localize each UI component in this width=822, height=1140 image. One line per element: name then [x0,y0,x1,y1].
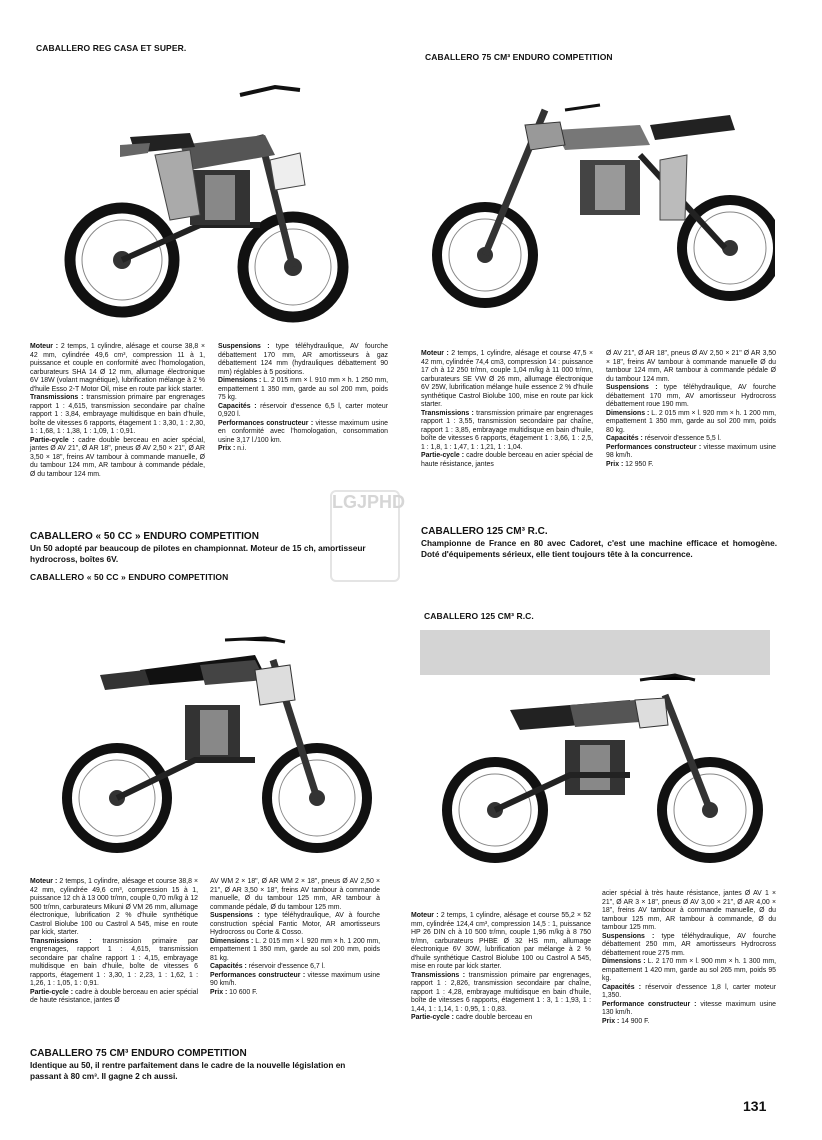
spec-performances: Performance constructeur : vitesse maximum usine 130 km/h. [602,1000,777,1016]
moto-photo-50 [55,630,375,870]
spec-column-50-1 [30,878,198,1006]
spec-transmissions: Transmissions : transmission primaire par engrenages rapport 1 : 3,55, transmission secondaire par chaîne, rapport 1 : 3,85, embrayage multidisque en bain d'huile, boîte de vitesses 6 rapports, étagement 1 : 3,66, 1 : 2,5, 1 : 1,8, 1 : 1,47, 1 : 1,21, 1 : 1,04. [421,409,593,451]
spec-partie-cycle: Partie-cycle : cadre double berceau en [411,1014,533,1021]
spec-moteur: Moteur : 2 temps, 1 cylindre, alésage et course 38,8 × 42 mm, cylindrée 49,6 cm³, compression 11 à 1, puissance et couple en conformité avec l'homologation, carburateurs SHA 14 Ø 12 mm, allumage électronique 6V 18W (volant magnétique), lubrification mélange à 2 % d'huile Esso 2-T Motor Oil, mise en route par kick starter. [30,343,205,393]
page-number: 131 [743,1098,767,1114]
moto-photo-75 [425,70,775,310]
heading-reg: CABALLERO REG CASA ET SUPER. [36,43,187,53]
caption-text-75: Identique au 50, il rentre parfaitement dans le cadre de la nouvelle législation en passant à 80 cm³. Il gagne 2 ch aussi. [30,1060,346,1081]
spec-dimensions: Dimensions : L. 2 015 mm × l. 920 mm × h. 1 200 mm, empattement 1 350 mm, garde au sol 200 mm, poids 81 kg. [210,937,380,962]
spec-transmissions: Transmissions : transmission primaire par engrenages, rapport 1 : 4,615, transmission secondaire par chaîne rapport 1 : 4,15, embrayage multidisque en bain d'huile, boîte de vitesses 6 rapports, étagement 1 : 3,30, 1 : 2,23, 1 : 1,62, 1 : 1,26, 1 : 1,05, 1 : 0,91. [30,937,198,987]
spec-transmissions: Transmissions : transmission primaire par engrenages rapport 1 : 4,615, transmission secondaire par chaîne rapport 1 : 3,84, embrayage multidisque en bain d'huile, boîte de vitesses 6 rapports, étagement 1 : 3,30, 1 : 2,30, 1 : 1,68, 1 : 1,38, 1 : 1,09, 1 : 0,91. [30,394,205,435]
spec-capacites: Capacités : réservoir d'essence 5,5 l. [606,435,722,442]
spec-suspensions: Suspensions : type téléhydraulique, AV fourche débattement 250 mm, AR amortisseurs Hydrocross débattement roue 275 mm. [602,932,776,957]
spec-performances: Performances constructeur : vitesse maximum usine 98 km/h. [606,443,776,459]
spec-column-75-2 [606,350,776,469]
spec-partie-cycle-cont: AV WM 2 × 18", Ø AR WM 2 × 18", pneus Ø AV 2,50 × 21", Ø AR 3,50 × 18", freins AV tambour à commande manuelle, Ø du tambour 125 mm, AR tambour à commande pédale, Ø du tambour 125 mm. [210,878,380,911]
spec-suspensions: Suspensions : type téléhydraulique, AV fourche débattement 170 mm, AV amortisseur Hydrocross débattement roue 190 mm. [606,384,776,408]
watermark-logo [330,490,406,582]
spec-column-125-2 [602,890,776,1026]
spec-suspensions: Suspensions : type téléhydraulique, AV fourche débattement 170 mm, AR amortisseurs à gaz débattement 124 mm (hydrauliques débattement 90 mm) réglables à 5 positions. [218,343,388,376]
spec-dimensions: Dimensions : L. 2 015 mm × l. 920 mm × h. 1 200 mm, empattement 1 350 mm, garde au sol 200 mm, poids 80 kg. [606,409,776,434]
spec-capacites: Capacités : réservoir d'essence 6,7 l. [210,963,326,970]
moto-photo-reg [60,75,350,330]
spec-column-75-1 [421,350,593,469]
heading-75: CABALLERO 75 CM³ ENDURO COMPETITION [425,52,613,62]
spec-column-reg-1 [30,343,205,479]
spec-moteur: Moteur : 2 temps, 1 cylindre, alésage et course 38,8 × 42 mm, cylindrée 49,6 cm³, compression 15 à 1, puissance 12 ch à 13 000 tr/mn, couple 0,70 m/kg à 12 500 tr/mn, carburateurs Mikuni Ø VM 26 mm, allumage électronique, lubrification 2 % d'huile synthétique Castrol Biolube 100 ou Castrol A 545, mise en route par kick, starter. [30,878,198,936]
spec-dimensions: Dimensions : L. 2 170 mm × l. 900 mm × h. 1 300 mm, empattement 1 420 mm, garde au sol 265 mm, poids 95 kg. [602,958,776,982]
spec-partie-cycle-cont: Ø AV 21", Ø AR 18", pneus Ø AV 2,50 × 21" Ø AR 3,50 × 18", freins AV tambour à commande manuelle Ø du tambour 124 mm, AR tambour à commande pédale Ø du tambour 124 mm. [606,350,776,383]
caption-title-50: CABALLERO « 50 CC » ENDURO COMPETITION [30,531,259,542]
spec-suspensions: Suspensions : type téléhydraulique, AV à fourche construction spécial Fantic Motor, AR amortisseurs Hydrocross ou Corte & Cosso. [210,912,380,936]
spec-dimensions: Dimensions : L. 2 015 mm × l. 910 mm × h. 1 250 mm, empattement 1 350 mm, garde au sol 200 mm, poids 75 kg. [218,377,388,401]
caption-title-75: CABALLERO 75 CM³ ENDURO COMPETITION [30,1048,247,1059]
moto-photo-125 [420,630,770,875]
spec-prix: Prix : 14 900 F. [602,1017,650,1025]
spec-column-125-1 [411,912,591,1023]
spec-capacites: Capacités : réservoir d'essence 6,5 l, carter moteur 0,920 l. [218,402,389,418]
watermark-text: LGJPHD [332,492,406,512]
spec-partie-cycle: Partie-cycle : cadre double berceau en acier spécial, jantes Ø AV 21", Ø AR 18", pneus Ø AV 2,50 × 21", Ø AR 3,50 × 18", freins AV tambour à commande manuelle, Ø du tambour 124 mm, AR tambour à commande pédale, Ø du tambour 124 mm. [30,436,205,478]
spec-prix: Prix : n.i. [218,445,247,452]
spec-moteur: Moteur : 2 temps, 1 cylindre, alésage et course 55,2 × 52 mm, cylindrée 124,4 cm³, compression 14,5 : 1, puissance HP 26 DIN ch à 10 500 tr/mn, couple 1,96 m/kg à 8 750 tr/mn, carburateurs PHBE Ø 32 HS mm, allumage électronique 6V 30W, lubrification par mélange à 2 % d'huile synthétique Castrol Biolube 100 ou Castrol A 545, mise en route par kick starter. [411,912,591,970]
spec-capacites: Capacités : réservoir d'essence 1,8 l, carter moteur 1,350. [602,983,777,999]
spec-performances: Performances constructeur : vitesse maximum usine en conformité avec l'homologation, consommation usine 3,17 l./100 km. [218,419,388,444]
spec-column-reg-2 [218,343,388,454]
heading-125: CABALLERO 125 CM³ R.C. [424,611,534,621]
spec-column-50-2 [210,878,380,997]
spec-transmissions: Transmissions : transmission primaire par engrenages, rapport 1 : 2,826, transmission secondaire par chaîne, rapport 1 : 4,28, embrayage multidisque en bain d'huile, boîte de vitesses 6 rapports, étagement 1 : 3, 1 : 1,93, 1 : 1,44, 1 : 1,14, 1 : 0,95, 1 : 0,83. [411,971,591,1013]
spec-partie-cycle-cont: acier spécial à très haute résistance, jantes Ø AV 1 × 21", Ø AR 3 × 18", pneus Ø AV 3,00 × 21", Ø AR 4,00 × 18", freins AV tambour à commande manuelle, Ø du tambour 125 mm, AR tambour à commande, Ø du tambour 125 mm. [602,890,776,931]
heading-50: CABALLERO « 50 CC » ENDURO COMPETITION [30,572,229,582]
spec-prix: Prix : 10 600 F. [210,988,258,996]
spec-partie-cycle: Partie-cycle : cadre à double berceau en acier spécial de haute résistance, jantes Ø [30,988,198,1004]
spec-prix: Prix : 12 950 F. [606,460,654,468]
caption-text-50: Un 50 adopté par beaucoup de pilotes en championnat. Moteur de 15 ch, amortisseur hydrocross, boîtes 6V. [30,543,366,564]
caption-title-125: CABALLERO 125 CM³ R.C. [421,526,548,537]
caption-text-125: Championne de France en 80 avec Cadoret, c'est une machine efficace et homogène. Doté d'équipements sérieux, elle tient toujours tête à la concurrence. [421,538,777,559]
spec-moteur: Moteur : 2 temps, 1 cylindre, alésage et course 47,5 × 42 mm, cylindrée 74,4 cm3, compression 14 : puissance 17 ch à 12 250 tr/mn, couple 1,04 m/kg à 11 000 tr/mn, carburateurs SE VW Ø 26 mm, allumage électronique 6V 25W, lubrification mélange huile essence 2 % d'huile synthétique Castrol Biolube 100, mise en route par kick starter. [421,350,593,408]
spec-partie-cycle: Partie-cycle : cadre double berceau en acier spécial de haute résistance, jantes [421,452,593,468]
spec-performances: Performances constructeur : vitesse maximum usine 90 km/h. [210,971,380,987]
